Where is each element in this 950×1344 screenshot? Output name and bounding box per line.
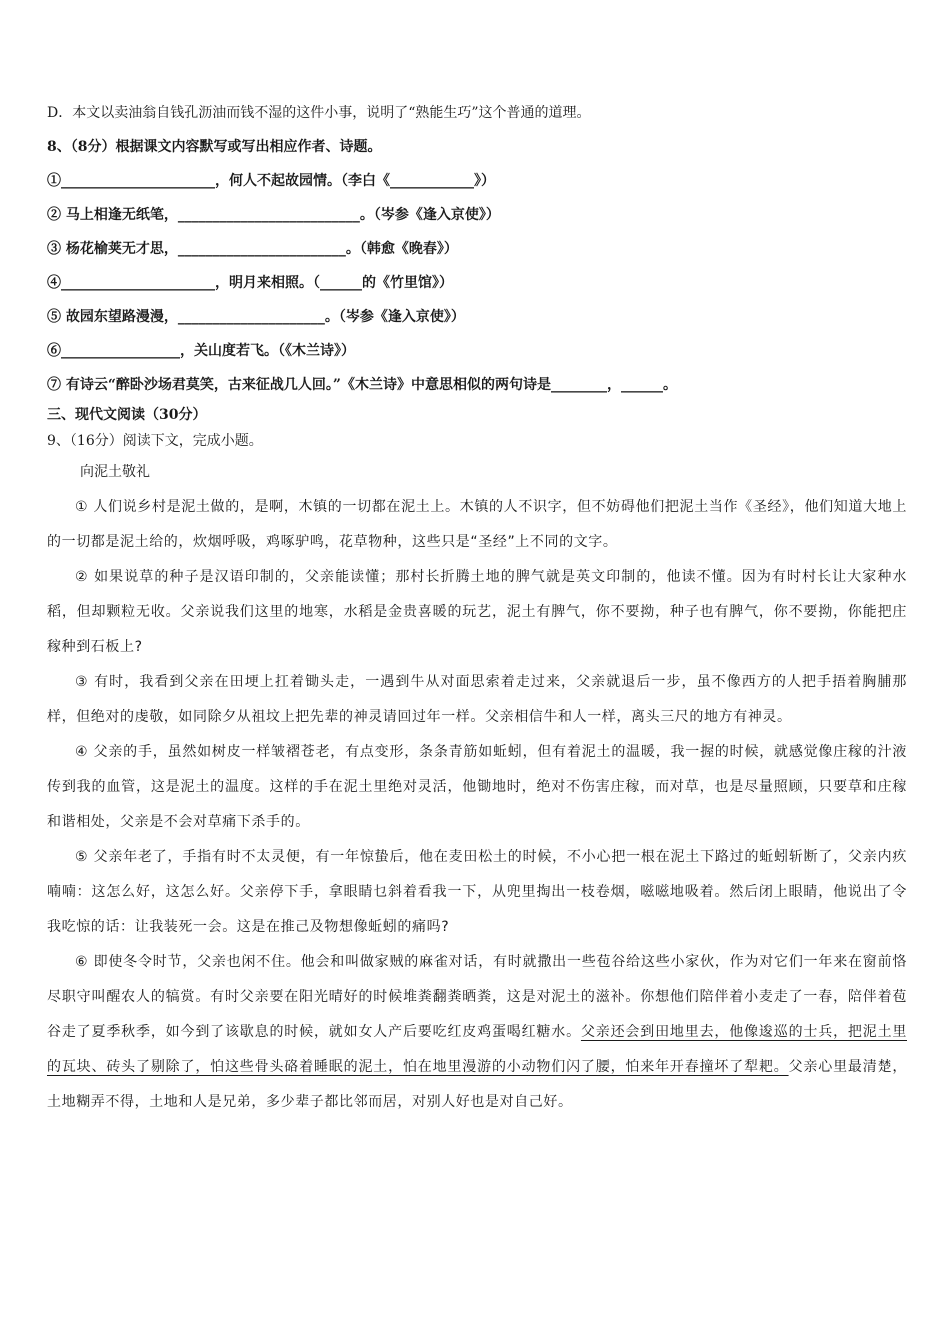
q8-item-3: ③ 杨花榆荚无才思，________________________。（韩愈《晚春》） (47, 241, 458, 257)
q8-item-6: ⑥_________________，关山度若飞。（《木兰诗》） (47, 343, 355, 359)
section-3-title: 三、现代文阅读（30分） (47, 407, 207, 423)
paragraph-6-text: ⑥ 即使冬令时节，父亲也闲不住。他会和叫做家贼的麻雀对话，有时就撒出一些苞谷给这些小家伙，作为对它们一年来在窗前恪尽职守叫醒农人的犒赏。有时父亲要在阳光晴好的时候堆粪翻粪晒粪，这是对泥土的滋补。你想他们陪伴着小麦走了一春，陪伴着苞谷走了夏季秋季，如今到了该歇息的时候，就如女人产后要吃红皮鸡蛋喝红糖水。 (47, 954, 907, 1040)
exam-page (47, 96, 907, 1120)
essay-paragraph-3: ③ 有时，我看到父亲在田埂上扛着锄头走，一遇到牛从对面思索着走过来，父亲就退后一步，虽不像西方的人把手捂着胸脯那样，但绝对的虔敬，如同除夕从祖坟上把先辈的神灵请回过年一样。父亲相信牛和人一样，离头三尺的地方有神灵。 (47, 674, 907, 725)
essay-paragraph-1: ① 人们说乡村是泥土做的，是啊，木镇的一切都在泥土上。木镇的人不识字，但不妨碍他们把泥土当作《圣经》，他们知道大地上的一切都是泥土给的，炊烟呼吸，鸡啄驴鸣，花草物种，这些只是“圣经”上不同的文字。 (47, 499, 907, 550)
q8-item-2: ② 马上相逢无纸笔，__________________________。（岑参《逢入京使》） (47, 207, 500, 223)
essay-paragraph-4: ④ 父亲的手，虽然如树皮一样皱褶苍老，有点变形，条条青筋如蚯蚓，但有着泥土的温暖，我一握的时候，就感觉像庄稼的汁液传到我的血管，这是泥土的温度。这样的手在泥土里绝对灵活，他锄地时，绝对不伤害庄稼，而对草，也是尽量照顾，只要草和庄稼和谐相处，父亲是不会对草痛下杀手的。 (47, 744, 907, 830)
q8-item-5: ⑤ 故园东望路漫漫，_____________________。（岑参《逢入京使》） (47, 309, 465, 325)
q8-item-1: ①______________________，何人不起故园情。（李白《____________》） (47, 173, 495, 189)
essay-title: 向泥土敬礼 (80, 464, 150, 480)
option-d: D．本文以卖油翁自钱孔沥油而钱不湿的这件小事，说明了“熟能生巧”这个普通的道理。 (47, 105, 591, 121)
q8-item-4: ④______________________，明月来相照。（______的《竹里馆》） (47, 275, 453, 291)
question-9-heading: 9、（16分）阅读下文，完成小题。 (47, 433, 263, 449)
essay-paragraph-2: ② 如果说草的种子是汉语印制的，父亲能读懂；那村长折腾土地的脾气就是英文印制的，他读不懂。因为有时村长让大家种水稻，但却颗粒无收。父亲说我们这里的地寒，水稻是金贵喜暖的玩艺，泥土有脾气，你不要拗，种子也有脾气，你不要拗，你能把庄稼种到石板上? (47, 569, 907, 655)
q8-item-7: ⑦ 有诗云“醉卧沙场君莫笑，古来征战几人回。”《木兰诗》中意思相似的两句诗是________，______。 (47, 377, 677, 393)
paragraph-6-ending: 父亲心里最清楚，土地糊弄不得，土地和人是兄弟，多少辈子都比邻而居，对别人好也是对自己好。 (47, 1059, 907, 1110)
underlined-passage: 父亲还会到田地里去，他像逡巡的士兵，把泥土里的瓦块、砖头了剔除了，怕这些骨头硌着睡眠的泥土，怕在地里漫游的小动物们闪了腰，怕来年开春撞坏了犁耙。 (47, 1024, 907, 1075)
question-8-heading: 8、（8分）根据课文内容默写或写出相应作者、诗题。 (47, 139, 382, 155)
essay-paragraph-5: ⑤ 父亲年老了，手指有时不太灵便，有一年惊蛰后，他在麦田松土的时候，不小心把一根在泥土下路过的蚯蚓斩断了，父亲内疚喃喃：这怎么好，这怎么好。父亲停下手，拿眼睛乜斜着看我一下，从兜里掏出一枝卷烟，嗞嗞地吸着。然后闭上眼睛，他说出了令我吃惊的话：让我装死一会。这是在推己及物想像蚯蚓的痛吗? (47, 849, 907, 935)
essay-paragraph-6 (47, 945, 907, 1120)
